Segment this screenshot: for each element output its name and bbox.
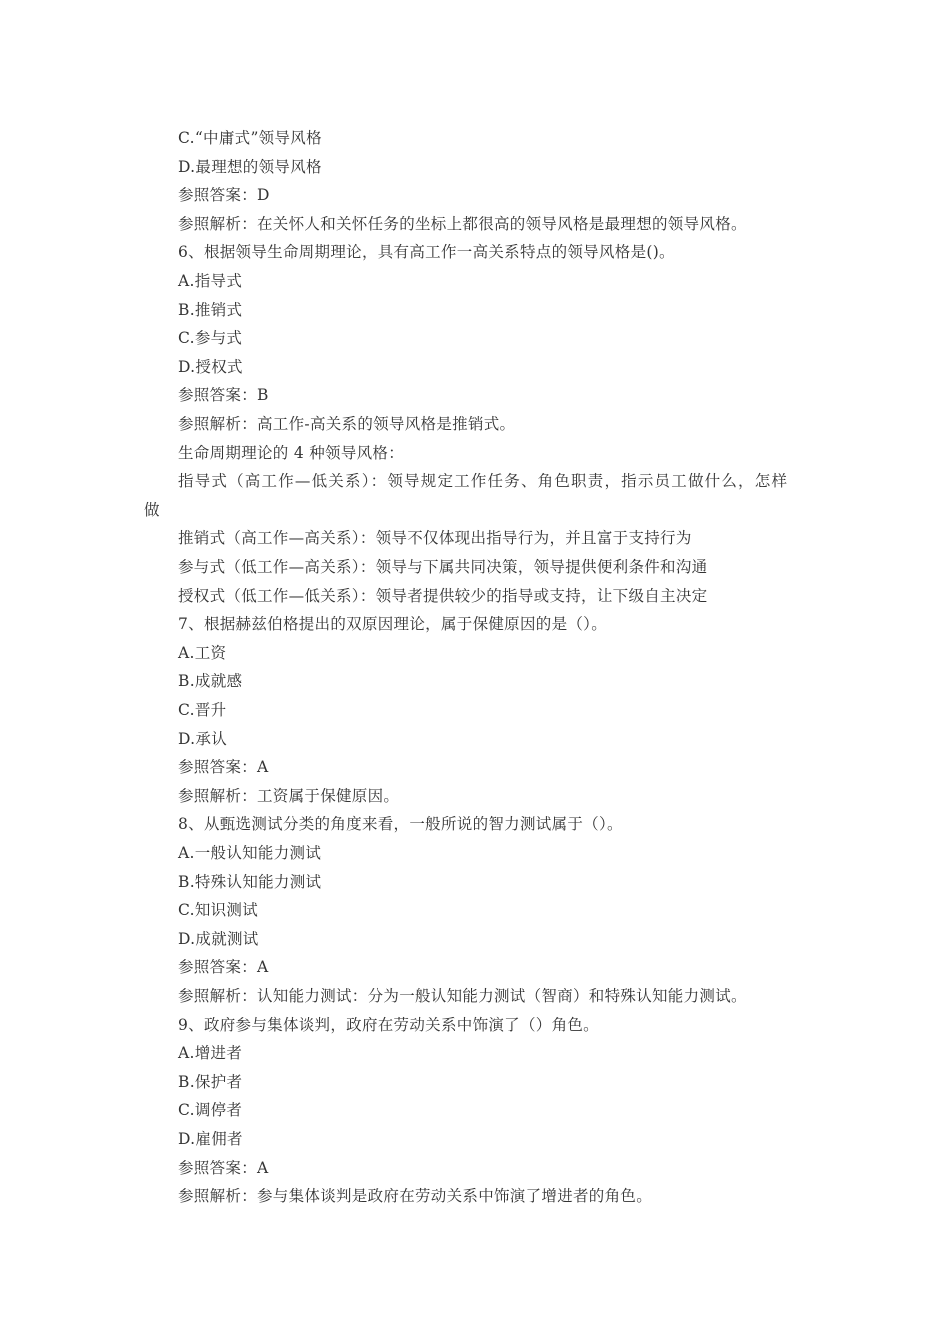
text-line: 指导式（高工作—低关系）：领导规定工作任务、角色职责，指示员工做什么，怎样: [178, 472, 789, 491]
text-line: C.知识测试: [178, 901, 259, 920]
text-line: 参照答案：D: [178, 186, 270, 205]
text-line: 参照解析：参与集体谈判是政府在劳动关系中饰演了增进者的角色。: [178, 1187, 653, 1206]
text-line: 参照解析：在关怀人和关怀任务的坐标上都很高的领导风格是最理想的领导风格。: [178, 214, 747, 233]
text-line: 参照解析：认知能力测试：分为一般认知能力测试（智商）和特殊认知能力测试。: [178, 987, 747, 1005]
text-line: B.保护者: [178, 1072, 243, 1091]
text-line: D.成就测试: [178, 929, 259, 948]
text-line: 参与式（低工作—高关系）：领导与下属共同决策，领导提供便利条件和沟通: [178, 558, 708, 576]
text-line: B.成就感: [178, 672, 243, 691]
text-line: C.参与式: [178, 329, 243, 348]
text-line: 参照答案：B: [178, 386, 269, 405]
text-line: 参照解析：工资属于保健原因。: [178, 786, 400, 805]
text-line: C.“中庸式”领导风格: [178, 129, 322, 147]
text-line: D.雇佣者: [178, 1130, 243, 1148]
text-line: D.授权式: [178, 357, 243, 376]
text-line: 8、从甄选测试分类的角度来看，一般所说的智力测试属于（）。: [178, 815, 623, 834]
text-line: 7、根据赫兹伯格提出的双原因理论，属于保健原因的是（）。: [178, 615, 608, 634]
text-line: 参照答案：A: [178, 958, 269, 977]
text-line: C.晋升: [178, 701, 227, 719]
text-line: C.调停者: [178, 1101, 243, 1120]
text-line: A.工资: [178, 643, 227, 662]
text-line: 参照解析：高工作-高关系的领导风格是推销式。: [178, 415, 516, 433]
text-line: 参照答案：A: [178, 758, 269, 777]
text-line: 生命周期理论的 4 种领导风格：: [178, 443, 405, 462]
text-line: 授权式（低工作—低关系）：领导者提供较少的指导或支持，让下级自主决定: [178, 586, 708, 605]
text-line: B.推销式: [178, 300, 243, 319]
text-line: 9、政府参与集体谈判，政府在劳动关系中饰演了（）角色。: [178, 1015, 599, 1034]
text-line: 6、根据领导生命周期理论，具有高工作一高关系特点的领导风格是()。: [178, 243, 675, 262]
text-line: D.承认: [178, 729, 228, 748]
text-line: B.特殊认知能力测试: [178, 872, 322, 891]
text-line: 参照答案：A: [178, 1158, 269, 1177]
text-line: A.增进者: [178, 1044, 243, 1063]
text-line: 做: [144, 500, 160, 519]
text-line: A.指导式: [178, 272, 243, 290]
text-line: A.一般认知能力测试: [178, 844, 322, 862]
text-line: D.最理想的领导风格: [178, 157, 322, 176]
text-line: 推销式（高工作—高关系）：领导不仅体现出指导行为，并且富于支持行为: [178, 529, 692, 548]
